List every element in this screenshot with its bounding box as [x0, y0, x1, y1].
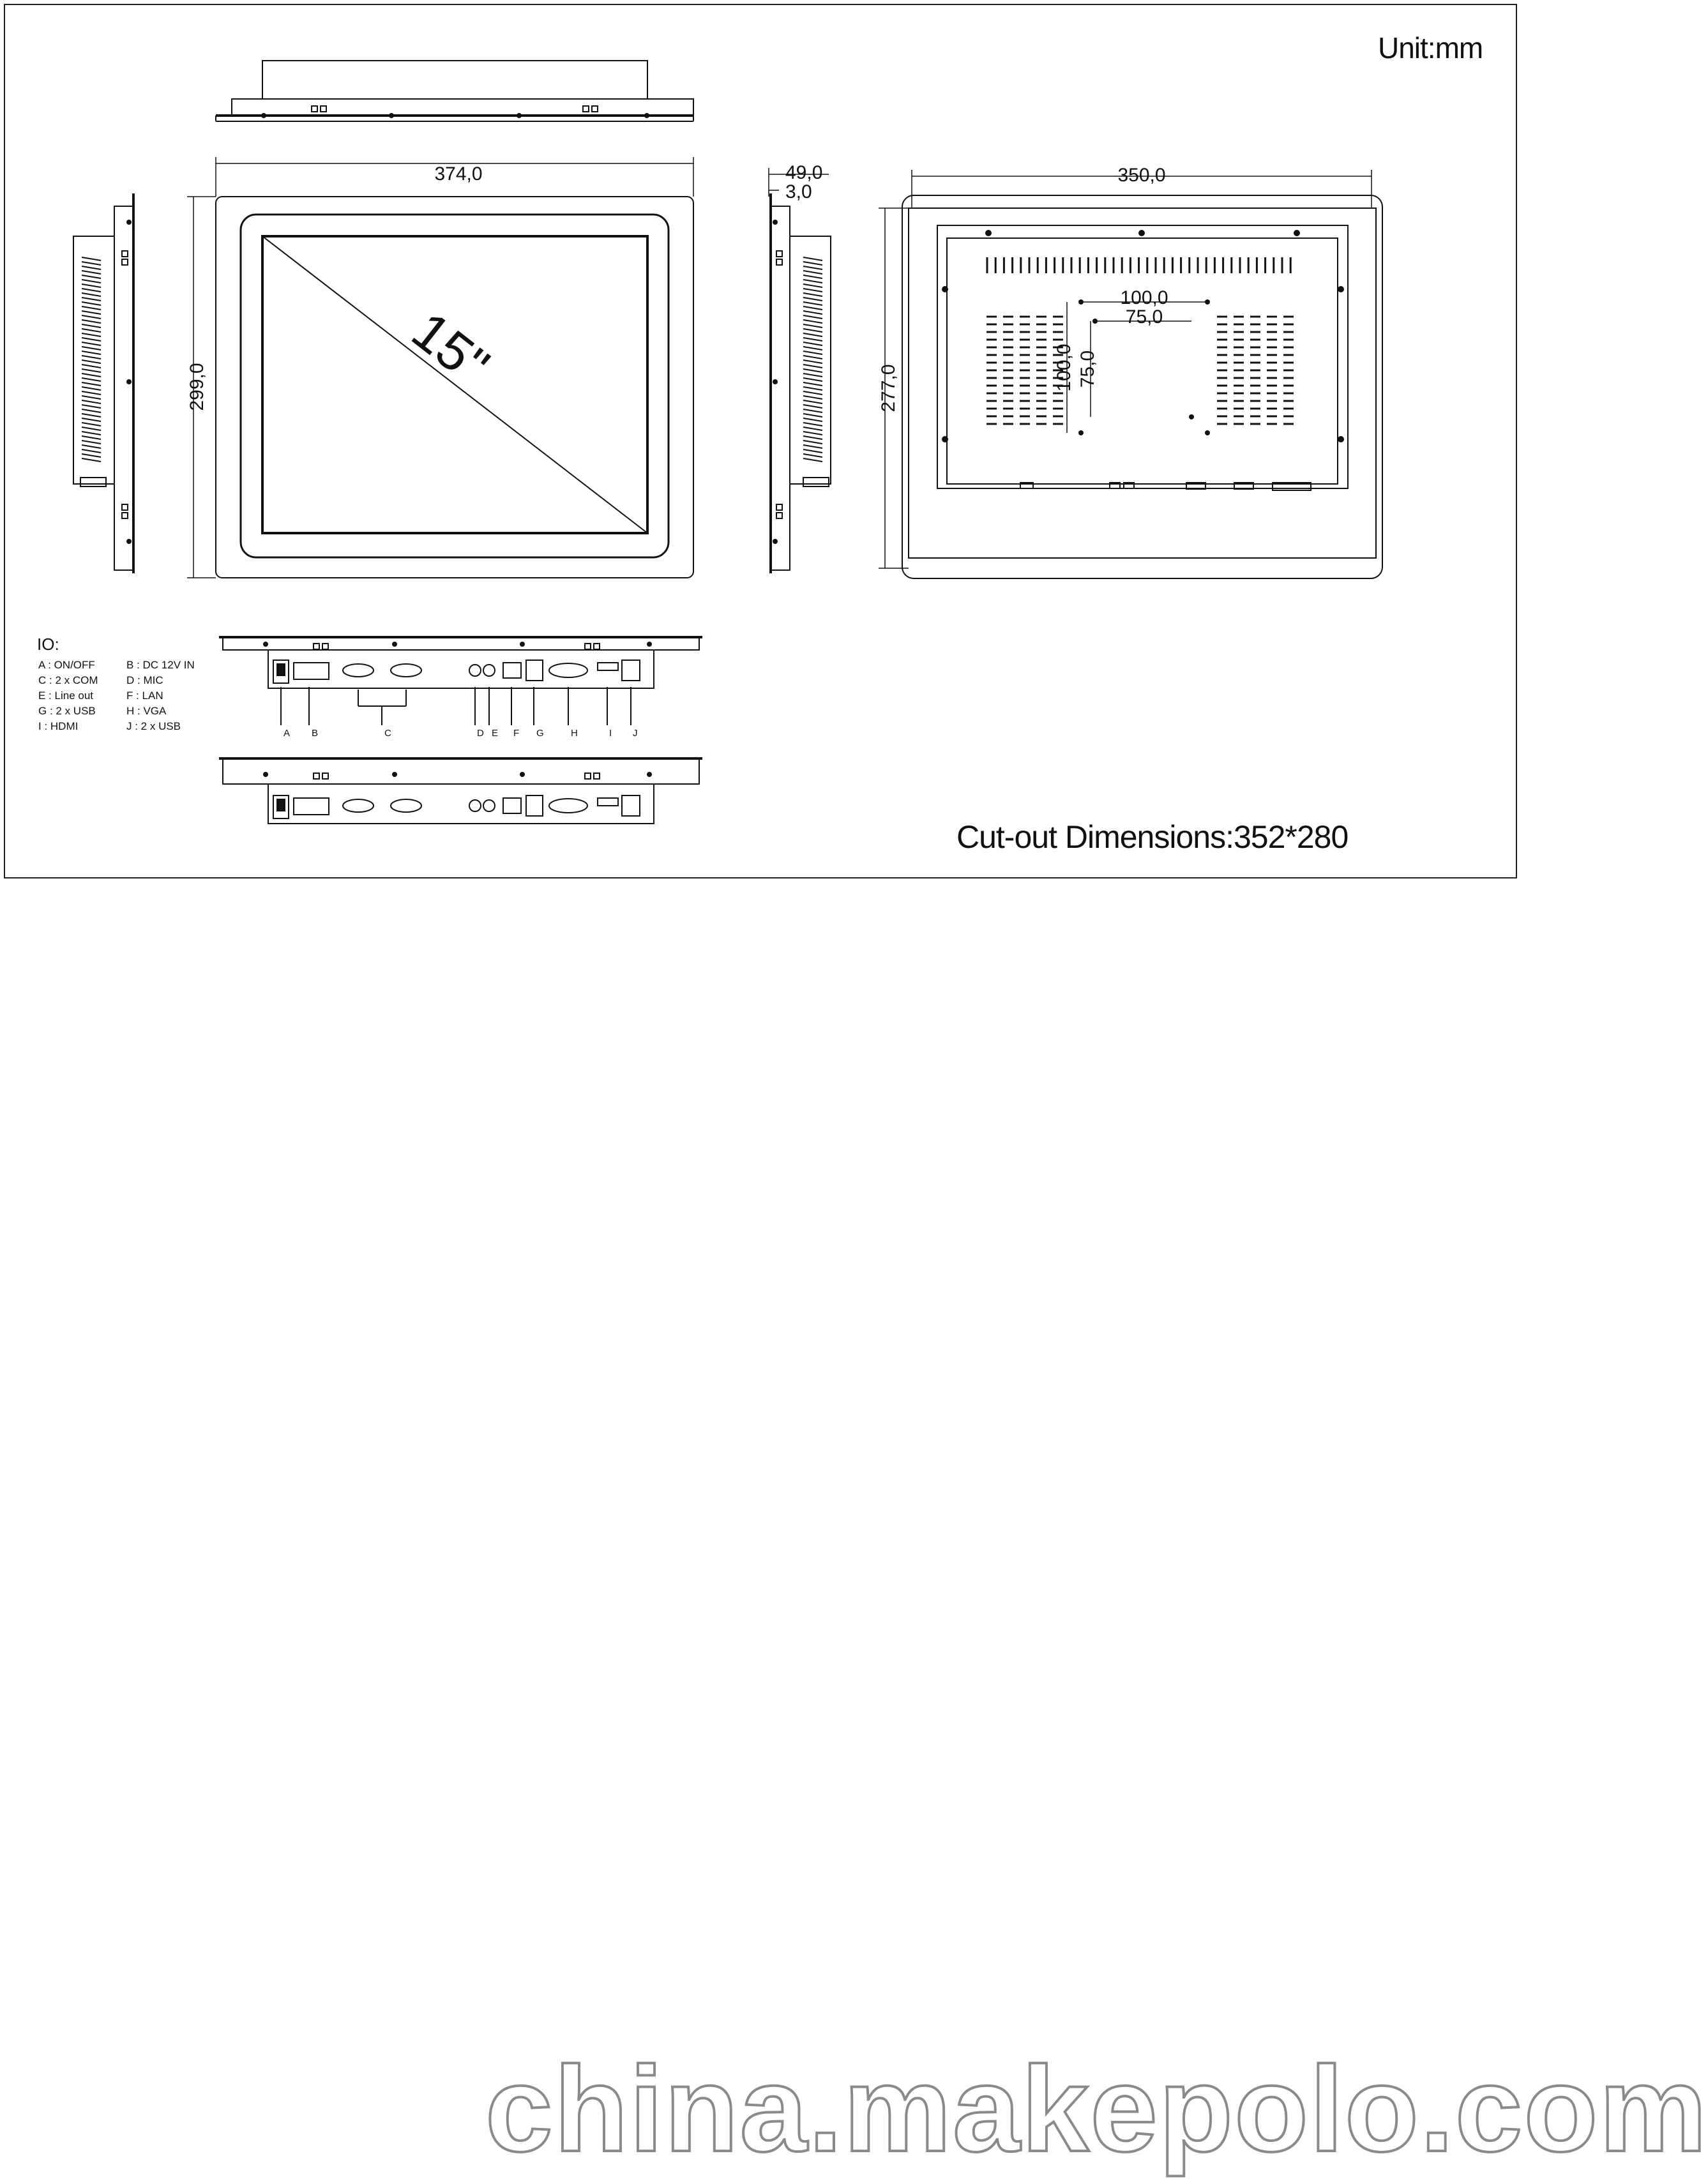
- vent-slot: [803, 311, 822, 314]
- port-label-g: G: [536, 728, 544, 739]
- vent-slot: [82, 302, 101, 305]
- usb-port: [526, 795, 543, 816]
- vent-slot: [803, 356, 822, 359]
- lan-port: [503, 663, 521, 678]
- io-view-labelled: [219, 637, 702, 725]
- vent-slot: [803, 360, 822, 363]
- com-port: [391, 664, 421, 677]
- vent-slot: [82, 405, 101, 408]
- vent-slot: [82, 298, 101, 301]
- vent-slot: [82, 427, 101, 430]
- usb-port: [622, 795, 640, 816]
- vent-slot: [82, 382, 101, 386]
- vent-slot: [82, 369, 101, 372]
- vent-slot: [82, 329, 101, 332]
- vent-slot: [803, 351, 822, 354]
- top-view: [216, 61, 693, 121]
- vent-slot: [803, 382, 822, 386]
- vent-slot: [82, 275, 101, 278]
- vent-slot: [82, 423, 101, 426]
- vent-slot: [82, 333, 101, 336]
- vent-slot: [803, 347, 822, 350]
- io-legend-row: F : LAN: [126, 690, 163, 702]
- vent-slot: [803, 449, 822, 453]
- vent-slot: [82, 284, 101, 287]
- io-legend: [37, 635, 195, 732]
- rear-width-label: 350,0: [1117, 165, 1166, 186]
- port-label-j: J: [633, 728, 638, 739]
- vent-slot: [803, 298, 822, 301]
- com-port: [391, 799, 421, 812]
- vent-slot: [803, 400, 822, 403]
- io-legend-row: G : 2 x USB: [38, 705, 96, 717]
- left-side-view: [73, 193, 133, 573]
- vent-slot: [82, 365, 101, 368]
- vent-slot: [803, 369, 822, 372]
- vent-slot: [82, 280, 101, 283]
- vent-slot: [803, 432, 822, 435]
- vent-slot: [82, 315, 101, 319]
- vent-slot: [803, 423, 822, 426]
- unit-label: Unit:mm: [1378, 31, 1483, 64]
- dimension-lines: [187, 157, 1372, 578]
- io-legend-row: D : MIC: [126, 674, 163, 686]
- vent-slot: [82, 338, 101, 341]
- usb-port: [526, 660, 543, 681]
- io-legend-title: IO:: [37, 635, 59, 654]
- right-side-view: [771, 193, 831, 573]
- vent-slot: [803, 445, 822, 448]
- front-width-label: 374,0: [434, 163, 483, 185]
- vent-slot: [803, 338, 822, 341]
- vent-slot: [82, 324, 101, 328]
- side-depth-label: 49,0: [785, 162, 823, 183]
- vent-slot: [803, 315, 822, 319]
- io-legend-row: I : HDMI: [38, 720, 79, 732]
- cutout-dimensions-label: Cut-out Dimensions:352*280: [956, 819, 1349, 855]
- vent-slot: [82, 396, 101, 399]
- vent-slot: [803, 405, 822, 408]
- io-legend-row: A : ON/OFF: [38, 659, 95, 671]
- power-switch-rocker: [277, 799, 285, 811]
- io-legend-row: C : 2 x COM: [38, 674, 98, 686]
- io-view-plain: [219, 758, 702, 824]
- vent-slot: [803, 275, 822, 278]
- vent-slot: [803, 302, 822, 305]
- vent-slot: [803, 436, 822, 439]
- port-label-i: I: [609, 728, 612, 739]
- vent-slot: [82, 360, 101, 363]
- vent-slot: [82, 432, 101, 435]
- vent-slot: [803, 262, 822, 265]
- vent-slot: [82, 449, 101, 453]
- com-port: [343, 799, 374, 812]
- io-legend-row: H : VGA: [126, 705, 167, 717]
- vent-slot: [803, 427, 822, 430]
- vent-slot: [803, 271, 822, 274]
- vent-slot: [82, 257, 101, 260]
- vent-slot: [82, 373, 101, 377]
- rear-height-label: 277,0: [878, 364, 899, 412]
- vent-slot: [82, 454, 101, 457]
- port-label-f: F: [513, 728, 520, 739]
- vent-slot: [803, 284, 822, 287]
- vent-slot: [803, 418, 822, 421]
- vent-slot: [803, 324, 822, 328]
- vent-slot: [803, 333, 822, 336]
- hdmi-port: [598, 798, 618, 806]
- vent-slot: [803, 306, 822, 310]
- mic-jack: [469, 665, 481, 676]
- port-label-c: C: [384, 728, 391, 739]
- vent-slot: [803, 342, 822, 345]
- mic-jack: [469, 800, 481, 811]
- vent-slot: [82, 378, 101, 381]
- vent-slot: [803, 396, 822, 399]
- power-switch-rocker: [277, 664, 285, 675]
- vga-port: [549, 663, 587, 677]
- dc-jack: [294, 798, 329, 815]
- vent-slot: [82, 458, 101, 462]
- lan-port: [503, 798, 521, 813]
- vesa-inner-v-label: 75,0: [1077, 350, 1098, 388]
- vent-slot: [803, 414, 822, 417]
- vent-slot: [803, 378, 822, 381]
- com-port: [343, 664, 374, 677]
- vent-slot: [803, 373, 822, 377]
- vent-slot: [803, 280, 822, 283]
- vent-slot: [803, 257, 822, 260]
- technical-drawing: [5, 5, 1518, 880]
- front-height-label: 299,0: [186, 363, 208, 411]
- port-label-h: H: [571, 728, 578, 739]
- vent-slot: [803, 289, 822, 292]
- port-labels: [283, 728, 638, 739]
- vent-slot: [82, 414, 101, 417]
- vent-slot: [803, 409, 822, 412]
- vent-slot: [803, 387, 822, 390]
- vent-slot: [803, 329, 822, 332]
- port-label-b: B: [312, 728, 319, 739]
- lineout-jack: [483, 800, 495, 811]
- drawing-frame: [4, 4, 1517, 878]
- lineout-jack: [483, 665, 495, 676]
- vent-slot: [82, 351, 101, 354]
- vent-slot: [82, 342, 101, 345]
- vent-slot: [803, 391, 822, 395]
- vent-slot: [803, 293, 822, 296]
- vent-slot: [803, 266, 822, 269]
- port-label-e: E: [492, 728, 499, 739]
- vent-slot: [82, 441, 101, 444]
- vent-slot: [82, 436, 101, 439]
- usb-port: [622, 660, 640, 681]
- vent-slot: [82, 293, 101, 296]
- port-label-a: A: [283, 728, 291, 739]
- vent-slot: [803, 441, 822, 444]
- vent-slot: [82, 400, 101, 403]
- vent-slot: [82, 271, 101, 274]
- vent-slot: [82, 391, 101, 395]
- port-label-d: D: [477, 728, 484, 739]
- hdmi-port: [598, 663, 618, 670]
- screen-size-label: 15": [401, 300, 501, 396]
- vesa-outer-v-label: 100,0: [1054, 343, 1075, 392]
- vent-slot: [82, 356, 101, 359]
- dc-jack: [294, 663, 329, 679]
- vent-slot: [82, 289, 101, 292]
- vent-slot: [82, 266, 101, 269]
- vent-slot: [82, 306, 101, 310]
- io-legend-row: E : Line out: [38, 690, 94, 702]
- vga-port: [549, 799, 587, 813]
- vent-slot: [803, 365, 822, 368]
- watermark: china.makepolo.com: [485, 2042, 1708, 2177]
- vent-slot: [82, 418, 101, 421]
- rear-view: [902, 195, 1382, 578]
- side-bezel-label: 3,0: [785, 181, 812, 202]
- vent-slot: [82, 387, 101, 390]
- vesa-outer-h-label: 100,0: [1120, 287, 1168, 308]
- vent-slot: [803, 320, 822, 323]
- vent-slot: [82, 311, 101, 314]
- io-legend-row: B : DC 12V IN: [126, 659, 195, 671]
- vent-slot: [82, 262, 101, 265]
- vent-slot: [82, 320, 101, 323]
- vent-slot: [82, 409, 101, 412]
- vent-slot: [803, 458, 822, 462]
- vesa-inner-h-label: 75,0: [1125, 306, 1163, 328]
- vent-slot: [82, 347, 101, 350]
- vent-slot: [803, 454, 822, 457]
- vent-slot: [82, 445, 101, 448]
- io-legend-row: J : 2 x USB: [126, 720, 181, 732]
